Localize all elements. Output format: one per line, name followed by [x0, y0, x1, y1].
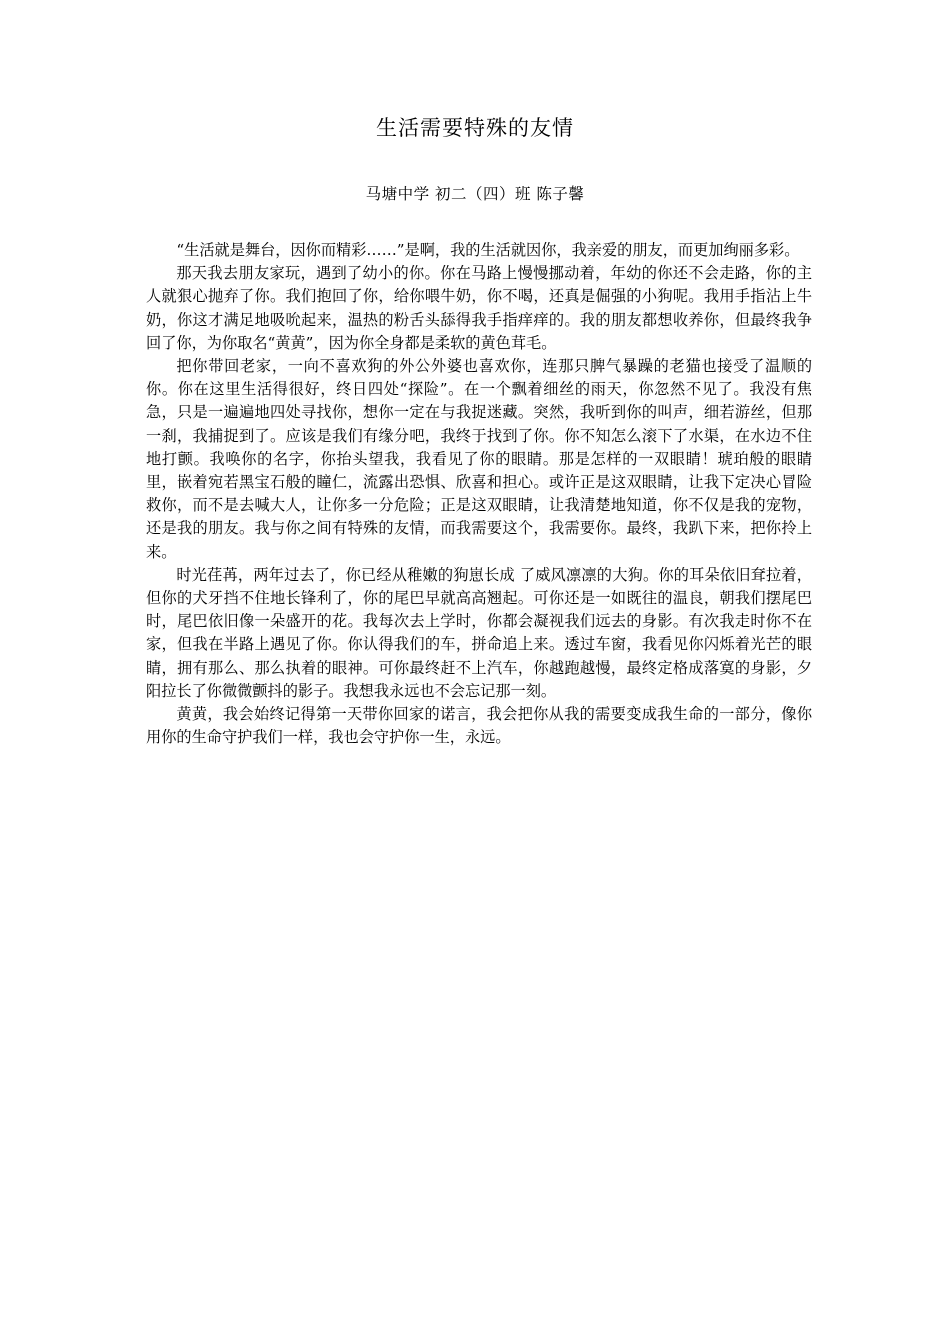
- paragraph: “生活就是舞台，因你而精彩……”是啊，我的生活就因你，我亲爱的朋友，而更加绚丽多彩。: [176, 241, 800, 259]
- paragraph: 把你带回老家，一向不喜欢狗的外公外婆也喜欢你，连那只脾气暴躁的老猫也接受了温顺的你。你在这里生活得很好，终日四处“探险”。在一个飘着细丝的雨天，你忽然不见了。我没有焦急，只是一遍遍地四处寻找你，想你一定在与我捉迷藏。突然，我听到你的叫声，细若游丝，但那一刹，我捕捉到了。应该是我们有缘分吧，我终于找到了你。你不知怎么滚下了水渠，在水边不住地打颤。我唤你的名字，你抬头望我，我看见了你的眼睛。那是怎样的一双眼睛！琥珀般的眼睛里，嵌着宛若黑宝石般的瞳仁，流露出恐惧、欣喜和担心。或许正是这双眼睛，让我下定决心冒险救你，而不是去喊大人，让你多一分危险；正是这双眼睛，让我清楚地知道，你不仅是我的宠物，还是我的朋友。我与你之间有特殊的友情，而我需要这个，我需要你。最终，我趴下来，把你拎上来。: [146, 357, 812, 561]
- paragraph: 黄黄，我会始终记得第一天带你回家的诺言，我会把你从我的需要变成我生命的一部分，像你用你的生命守护我们一样，我也会守护你一生，永远。: [146, 705, 812, 747]
- article-body: [146, 239, 812, 749]
- paragraph: 那天我去朋友家玩，遇到了幼小的你。你在马路上慢慢挪动着，年幼的你还不会走路，你的主人就狠心抛弃了你。我们抱回了你，给你喂牛奶，你不喝，还真是倔强的小狗呢。我用手指沾上牛奶，你这才满足地吸吮起来，温热的粉舌头舔得我手指痒痒的。我的朋友都想收养你，但最终我争回了你，为你取名“黄黄”，因为你全身都是柔软的黄色茸毛。: [146, 264, 812, 352]
- author-byline: 马塘中学 初二（四）班 陈子馨: [365, 185, 585, 203]
- paragraph: 时光荏苒，两年过去了，你已经从稚嫩的狗崽长成 了威风凛凛的大狗。你的耳朵依旧耷拉着，但你的犬牙挡不住地长锋利了，你的尾巴早就高高翘起。可你还是一如既往的温良，朝我们摆尾巴时，尾巴依旧像一朵盛开的花。我每次去上学时，你都会凝视我们远去的身影。有次我走时你不在家，但我在半路上遇见了你。你认得我们的车，拼命追上来。透过车窗，我看见你闪烁着光芒的眼睛，拥有那么、那么执着的眼神。可你最终赶不上汽车，你越跑越慢，最终定格成落寞的身影，夕阳拉长了你微微颤抖的影子。我想我永远也不会忘记那一刻。: [146, 565, 812, 700]
- document-title: 生活需要特殊的友情: [376, 116, 574, 140]
